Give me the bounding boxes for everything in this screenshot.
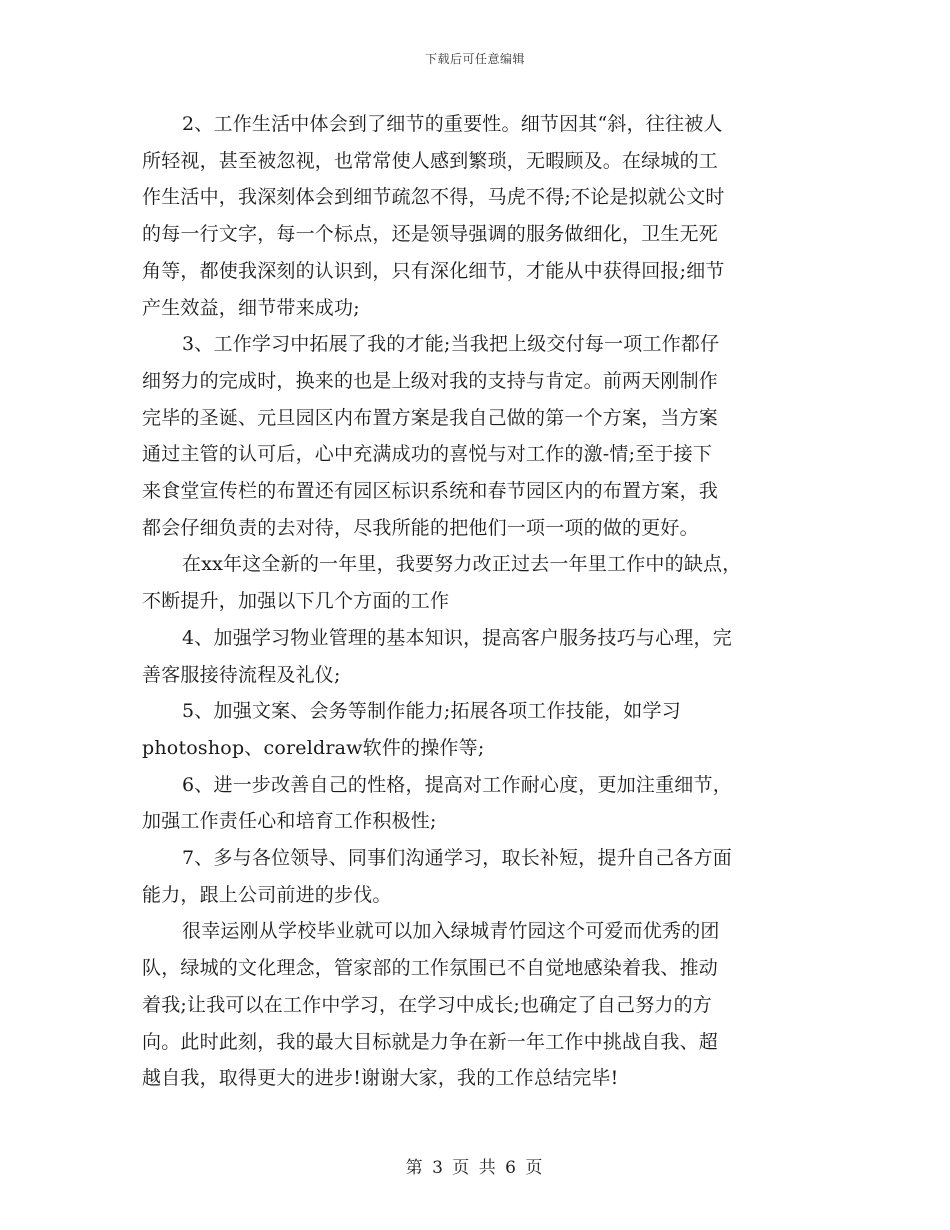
page-number: 第 3 页 共 6 页 [405,1158,545,1178]
paragraph-conclusion: 很幸运刚从学校毕业就可以加入绿城青竹园这个可爱而优秀的团 队，绿城的文化理念，管家部的工作氛围已不自觉地感染着我、推动 着我;让我可以在工作中学习，在学习中成长;也确定了自己努力的方 向。此时此刻，我的最大目标就是力争在新一年工作中挑战自我、超 越自我，取得更大的进步!谢谢大家，我的工作总结完毕! [142,920,720,1090]
paragraph-point-4: 4、加强学习物业管理的基本知识，提高客户服务技巧与心理，完 善客服接待流程及礼仪; [142,626,732,686]
page-header: 下载后可任意编辑 [424,52,525,66]
paragraph-new-year-intro: 在xx年这全新的一年里，我要努力改正过去一年里工作中的缺点， 不断提升，加强以下几个方面的工作 [142,553,742,613]
paragraph-point-3: 3、工作学习中拓展了我的才能;当我把上级交付每一项工作都仔 细努力的完成时，换来的也是上级对我的支持与肯定。前两天刚制作 完毕的圣诞、元旦园区内布置方案是我自己做的第一个方案，当方案 通过主管的认可后，心中充满成功的喜悦与对工作的激-情;至于接下 来食堂宣传栏的布置还有园区标识系统和春节园区内的布置方案，我 都会仔细负责的去对待，尽我所能的把他们一项一项的做的更好。 [142,333,720,539]
paragraph-point-6: 6、进一步改善自己的性格，提高对工作耐心度，更加注重细节， 加强工作责任心和培育工作积极性; [142,773,732,833]
paragraph-point-5: 5、加强文案、会务等制作能力;拓展各项工作技能，如学习 photoshop、coreldraw软件的操作等; [142,700,681,759]
document-body [142,106,812,1097]
paragraph-point-2: 2、工作生活中体会到了细节的重要性。细节因其“斜，往往被人 所轻视，甚至被忽视，也常常使人感到繁琐，无暇顾及。在绿城的工 作生活中，我深刻体会到细节疏忽不得，马虎不得;不论是拟就公文时 的每一行文字，每一个标点，还是领导强调的服务做细化，卫生无死 角等，都使我深刻的认识到，只有深化细节，才能从中获得回报;细节 产生效益，细节带来成功; [142,113,725,319]
paragraph-point-7: 7、多与各位领导、同事们沟通学习，取长补短，提升自己各方面 能力，跟上公司前进的步伐。 [142,847,732,906]
